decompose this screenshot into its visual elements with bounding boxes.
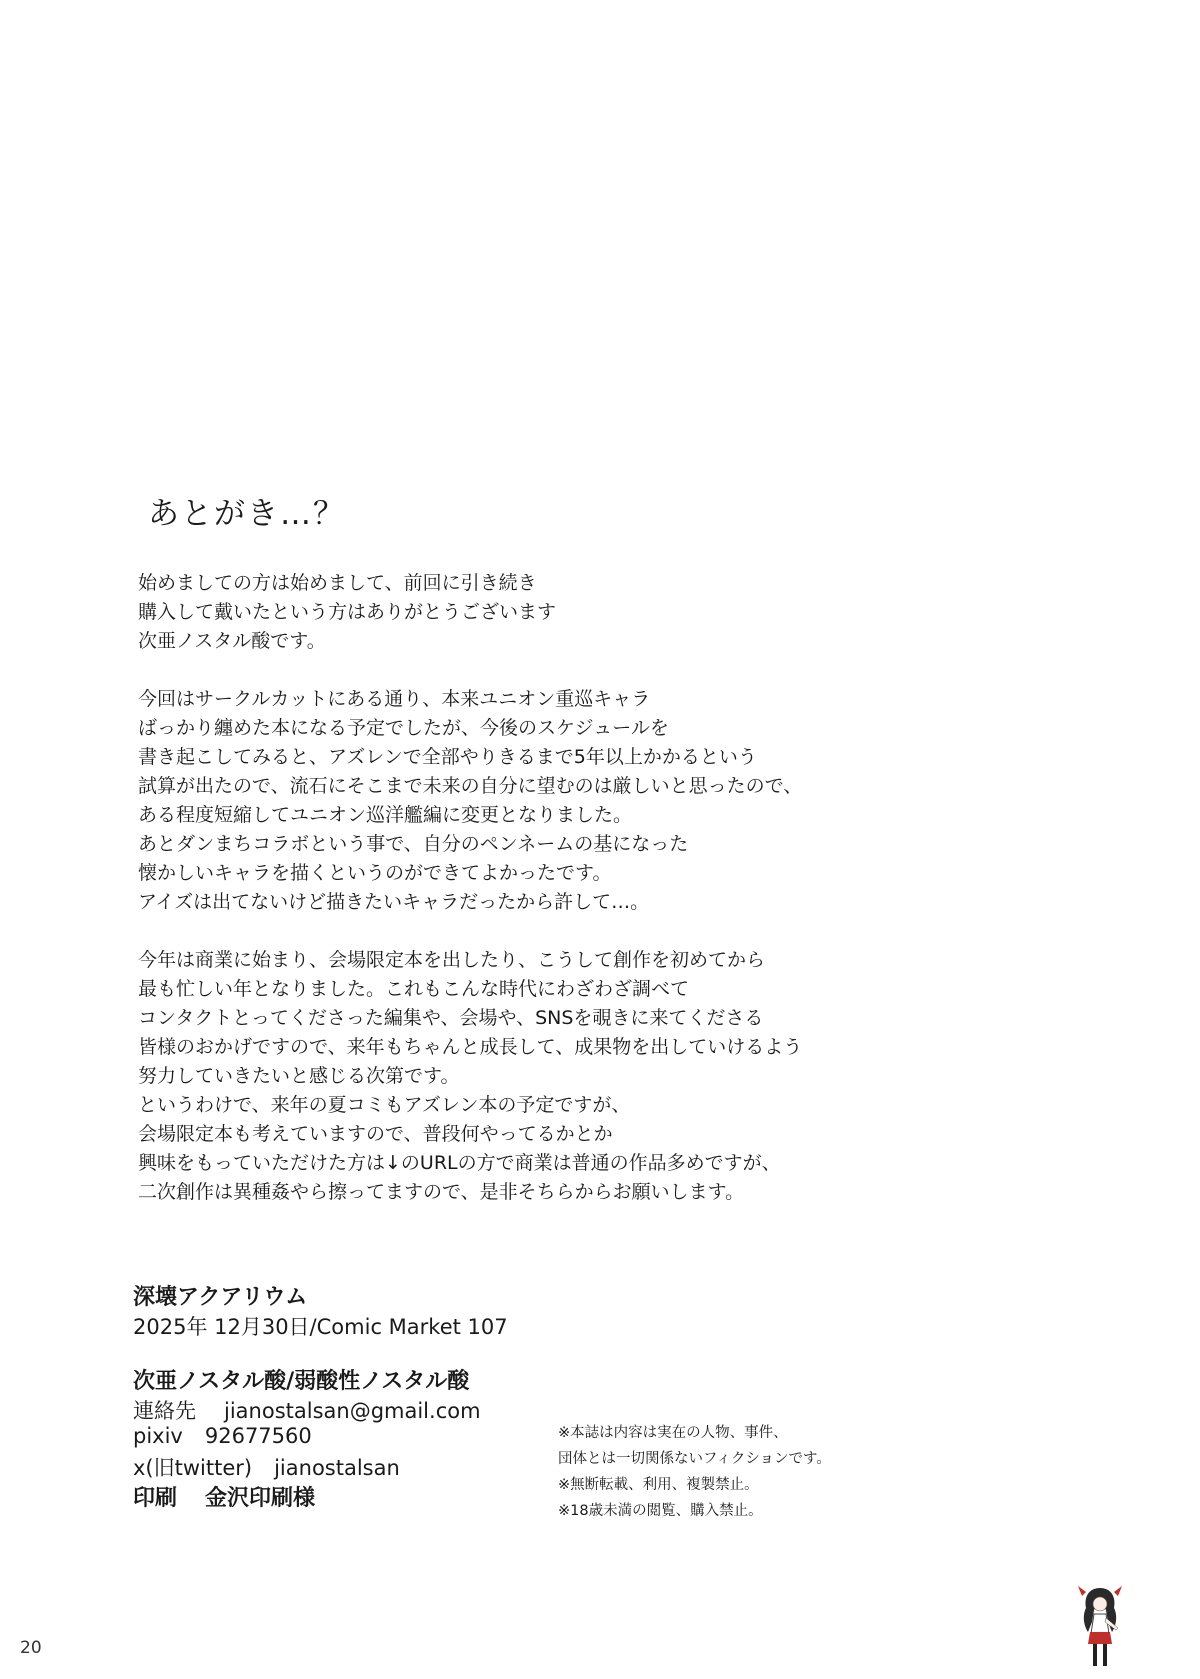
contact-pixiv-row [133, 1424, 312, 1448]
mascot-face [1093, 1597, 1107, 1611]
contact-email: jianostalsan@gmail.com [224, 1399, 481, 1423]
x-handle: jianostalsan [274, 1456, 400, 1480]
paragraph-4 [138, 1091, 781, 1207]
disclaimer-line: ※本誌は内容は実在の人物、事件、 [558, 1425, 788, 1441]
paragraph-line: 始めましての方は始めまして、前回に引き続き [138, 572, 537, 594]
mascot-ribbon-right [1114, 1586, 1122, 1596]
paragraph-line: ある程度短縮してユニオン巡洋艦編に変更となりました。 [138, 804, 633, 826]
contact-label: 連絡先 [133, 1399, 196, 1423]
paragraph-line: 次亜ノスタル酸です。 [138, 630, 326, 652]
mascot-ribbon-left [1078, 1586, 1086, 1596]
paragraph-line: アイズは出てないけど描きたいキャラだったから許して…。 [138, 891, 650, 913]
paragraph-line: 努力していきたいと感じる次第です。 [138, 1065, 460, 1087]
paragraph-line: というわけで、来年の夏コミもアズレン本の予定ですが、 [138, 1094, 631, 1116]
paragraph-line: 興味をもっていただけた方は↓のURLの方で商業は普通の作品多めですが、 [138, 1152, 781, 1174]
event-date: 2025年 12月30日/Comic Market 107 [133, 1315, 508, 1339]
mascot-skirt [1088, 1632, 1112, 1644]
pixiv-id: 92677560 [204, 1424, 312, 1448]
afterword-heading: あとがき…？ [148, 496, 346, 532]
contact-email-row [133, 1395, 481, 1425]
disclaimer-line: ※無断転載、利用、複製禁止。 [558, 1477, 759, 1493]
disclaimer-block [558, 1420, 831, 1524]
disclaimer-line: 団体とは一切関係ないフィクションです。 [558, 1451, 831, 1467]
paragraph-line: コンタクトとってくださった編集や、会場や、SNSを覗きに来てくださる [138, 1007, 764, 1029]
circle-name: 深壊アクアリウム [133, 1285, 308, 1310]
printer-label: 印刷 [133, 1486, 178, 1511]
printer-row [133, 1481, 315, 1512]
paragraph-line: 書き起こしてみると、アズレンで全部やりきるまで5年以上かかるという [138, 746, 757, 768]
disclaimer-line: ※18歳未満の閲覧、購入禁止。 [558, 1503, 763, 1519]
x-label: x(旧twitter) [133, 1456, 253, 1480]
paragraph-1 [138, 569, 556, 656]
page-number: 20 [20, 1638, 42, 1658]
paragraph-line: 今年は商業に始まり、会場限定本を出したり、こうして創作を初めてから [138, 949, 766, 971]
paragraph-line: 最も忙しい年となりました。これもこんな時代にわざわざ調べて [138, 978, 690, 1000]
paragraph-2 [138, 685, 802, 917]
printer-name: 金沢印刷様 [205, 1486, 316, 1511]
paragraph-line: 購入して戴いたという方はありがとうございます [138, 601, 557, 623]
contact-x-row [133, 1452, 400, 1482]
paragraph-3 [138, 946, 802, 1091]
pixiv-label: pixiv [133, 1424, 183, 1448]
paragraph-line: 懐かしいキャラを描くというのができてよかったです。 [138, 862, 612, 884]
paragraph-line: 皆様のおかげですので、来年もちゃんと成長して、成果物を出していけるよう [138, 1036, 803, 1058]
paragraph-line: ばっかり纏めた本になる予定でしたが、今後のスケジュールを [138, 717, 669, 739]
mascot-leg-right [1103, 1644, 1107, 1666]
mascot-leg-left [1093, 1644, 1097, 1666]
paragraph-line: 二次創作は異種姦やら擦ってますので、是非そちらからお願いします。 [138, 1181, 745, 1203]
paragraph-line: あとダンまちコラボという事で、自分のペンネームの基になった [138, 833, 689, 855]
paragraph-line: 試算が出たので、流石にそこまで未来の自分に望むのは厳しいと思ったので、 [138, 775, 803, 797]
mascot-illustration [1072, 1582, 1128, 1672]
paragraph-line: 会場限定本も考えていますので、普段何やってるかとか [138, 1123, 613, 1145]
author-name: 次亜ノスタル酸/弱酸性ノスタル酸 [133, 1369, 470, 1394]
paragraph-line: 今回はサークルカットにある通り、本来ユニオン重巡キャラ [138, 688, 651, 710]
